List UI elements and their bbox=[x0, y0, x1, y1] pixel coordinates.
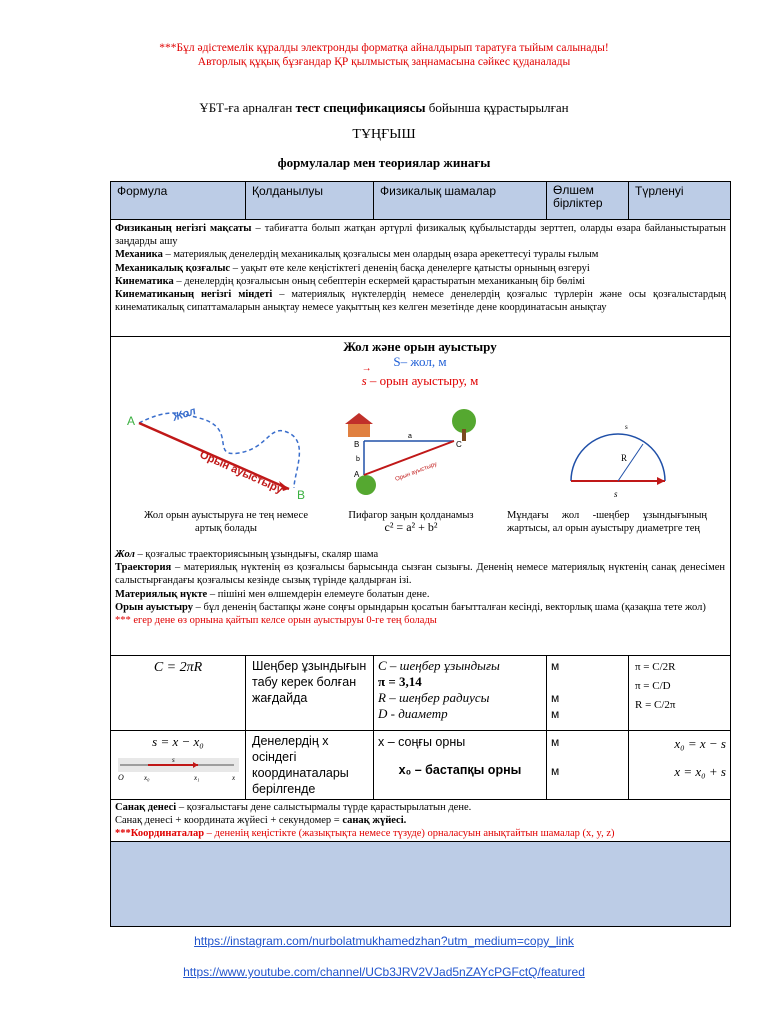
path-curve bbox=[139, 413, 299, 488]
fig3-path-label: s bbox=[625, 423, 628, 431]
path-section-title: Жол және орын ауыстыру bbox=[343, 339, 497, 354]
intro-def bbox=[115, 248, 726, 261]
youtube-link[interactable]: https://www.youtube.com/channel/UCb3JRV2VJad5nZAYcPGFctQ/featured bbox=[183, 965, 585, 979]
table-header-row bbox=[111, 182, 731, 220]
intro-term: Механикалық қозғалыс bbox=[115, 262, 231, 274]
intro-text: – материялық нүктелердің немесе денелердің қозғалыс түрлерін және осы қозғалыстардың кинематикалық сипаттамаларын анықтау немесе уақыттың кез келген мезетінде дене координатасын анықтау bbox=[115, 289, 726, 314]
definition-term: Орын ауыстыру bbox=[115, 601, 194, 613]
unit-circumference: м bbox=[551, 659, 560, 673]
semicircle-arc bbox=[571, 434, 665, 481]
footer-bold: санақ жүйесі. bbox=[342, 815, 407, 827]
quantity-circumference: C – шеңбер ұзындығы bbox=[378, 658, 500, 673]
axis-origin-label: O bbox=[117, 773, 124, 782]
fig2-hypotenuse-label: Орын ауыстыру bbox=[394, 461, 438, 483]
definition bbox=[115, 561, 725, 587]
axis-x-label: x bbox=[231, 774, 235, 782]
axis-s-label: s bbox=[171, 756, 175, 764]
intro-def bbox=[115, 262, 726, 275]
circle-formula: C = 2πR bbox=[153, 660, 203, 675]
fig1-point-a: A bbox=[127, 414, 136, 428]
path-definitions bbox=[111, 548, 729, 627]
transform-final-position: x = x₀ + s bbox=[674, 764, 726, 779]
reference-body-definition bbox=[115, 801, 726, 814]
intro-text: – материялық денелердің механикалық қозғалысы мен олардың өзара әрекеттесуі туралы ғылым bbox=[162, 249, 599, 261]
semicircle-figure bbox=[563, 403, 673, 503]
house-icon bbox=[348, 423, 370, 437]
doc-title: ТҰҢҒЫШ bbox=[352, 127, 416, 142]
fig2-side-b: b bbox=[356, 456, 360, 463]
doc-heading bbox=[0, 100, 768, 116]
fig1-point-b: B bbox=[297, 488, 306, 502]
footer-text: Санақ денесі + координата жүйесі + секундомер = bbox=[115, 815, 343, 827]
intro-term: Кинематика bbox=[115, 275, 174, 287]
coordinates-definition bbox=[115, 827, 726, 840]
heading-post: бойынша құрастырылған bbox=[425, 100, 569, 115]
intro-def bbox=[115, 222, 726, 248]
unit-final-position: м bbox=[551, 735, 560, 749]
unit-diameter: м bbox=[551, 707, 560, 721]
fig1-displacement-label: Орын ауыстыру bbox=[197, 448, 285, 497]
unit-initial-position: м bbox=[551, 764, 560, 778]
definition bbox=[115, 588, 725, 601]
footer-term: Санақ денесі bbox=[115, 802, 177, 813]
copyright-warning-law: Авторлық құқық бұзғандар ҚР қылмыстық заңнамасына сәйкес қуданалады bbox=[197, 56, 571, 68]
transform-pi-diameter: π = C/D bbox=[635, 680, 671, 692]
transform-initial-position: x₀ = x − s bbox=[674, 736, 726, 751]
copyright-warning: ***Бұл әдістемелік құралды электронды форматқа айналдырып таратуға тыйым салынады! bbox=[159, 42, 609, 54]
header-transforms: Түрленуі bbox=[629, 182, 731, 220]
definition-term: Материялық нүкте bbox=[115, 588, 208, 600]
house-roof-icon bbox=[345, 413, 373, 424]
path-section-row bbox=[111, 337, 731, 656]
empty-row bbox=[111, 842, 731, 927]
footer-text: – дененің кеңістікте (жазықтықта немесе түзуде) орналасуын анықтайтын шамалар (x, y, z) bbox=[204, 828, 615, 840]
intro-text: – денелердің қозғалысын оның себептерін ескермей қарастыратын механиканың бір бөлімі bbox=[173, 275, 586, 287]
intro-term: Физиканың негізгі мақсаты bbox=[115, 223, 252, 234]
footer-text: – қозғалыстағы дене салыстырмалы түрде қарастырылатын дене. bbox=[176, 802, 472, 813]
diameter-arrowhead bbox=[657, 477, 665, 485]
axis-x1-label: x₁ bbox=[193, 774, 200, 782]
path-vs-displacement-figure bbox=[119, 403, 319, 503]
path-definition: S– жол, м bbox=[393, 354, 447, 369]
fig1-caption: Жол орын ауыстыруға не тең немесе артық болады bbox=[143, 510, 309, 534]
quantity-final-position: x – соңғы орны bbox=[378, 735, 466, 749]
fig3-caption: Мұндағы жол -шеңбер ұзындығының жартысы, ал орын ауыстыру диаметрге тең bbox=[507, 510, 707, 534]
fig2-point-a: A bbox=[354, 470, 360, 479]
fig2-point-b: B bbox=[354, 440, 360, 449]
fig3-radius-label: R bbox=[621, 453, 628, 463]
hypotenuse bbox=[364, 441, 454, 475]
header-formula: Формула bbox=[111, 182, 246, 220]
definition-term: Траектория bbox=[115, 562, 172, 574]
reference-system-formula bbox=[115, 814, 726, 827]
doc-subtitle: формулалар мен теориялар жинағы bbox=[277, 155, 491, 170]
definition bbox=[115, 548, 725, 561]
coordinate-axis-figure bbox=[116, 754, 241, 782]
tree-trunk-icon bbox=[462, 429, 466, 441]
header-usage: Қолданылуы bbox=[246, 182, 374, 220]
intro-def bbox=[115, 275, 726, 288]
header-quantities: Физикалық шамалар bbox=[374, 182, 547, 220]
table-row-coordinate bbox=[111, 731, 731, 800]
intro-def bbox=[115, 288, 726, 314]
transform-radius: R = C/2π bbox=[635, 699, 676, 711]
heading-bold: тест спецификациясы bbox=[295, 100, 426, 115]
displacement-definition: → s – орын ауыстыру, м bbox=[361, 363, 479, 388]
intro-term: Кинематиканың негізгі міндеті bbox=[115, 289, 273, 301]
footer-term: ***Координаталар bbox=[115, 828, 205, 840]
quantity-diameter: D - диаметр bbox=[378, 706, 448, 721]
quantity-pi: π = 3,14 bbox=[378, 674, 422, 689]
displacement-formula: s = x − x₀ bbox=[152, 734, 204, 749]
definition-text: – пішіні мен өлшемдерін елемеуге болатын дене. bbox=[207, 588, 430, 600]
axis-x0-label: x₀ bbox=[143, 774, 150, 782]
displacement-symbol: → s bbox=[361, 363, 372, 388]
intro-text: – уақыт өте келе кеңістіктегі дененің басқа денелерге қатысты орнының өзгеруі bbox=[230, 262, 590, 274]
intro-row bbox=[111, 220, 731, 337]
fig3-displacement-label: s bbox=[614, 489, 618, 499]
fig2-caption: Пифагор заңын қолданамыз bbox=[348, 510, 474, 521]
coordinate-usage: Денелердің х осіндегі координаталары берілгенде bbox=[246, 731, 374, 800]
unit-radius: м bbox=[551, 691, 560, 705]
fig1-path-label: Жол bbox=[171, 405, 198, 424]
fig2-point-c: C bbox=[456, 440, 462, 449]
transform-pi-radius: π = C/2R bbox=[635, 661, 676, 673]
pythagoras-figure bbox=[336, 403, 486, 503]
definition bbox=[115, 601, 725, 614]
definition-text: – материялық нүктенің өз қозғалысы барысында сызған сызығы. Дененің немесе материялық нүктенің санақ денесімен салыстырғандағы қозғалысы кезінде сызық түрінде қалдырған ізі. bbox=[115, 562, 725, 587]
header-units: Өлшем бірліктер bbox=[547, 182, 629, 220]
definition-text: – бұл дененің бастапқы және соңғы орындарын қосатын бағытталған кесінді, векторлық шама (қазақша тете жол) bbox=[193, 601, 706, 613]
formula-table bbox=[110, 181, 731, 927]
circle-usage: Шеңбер ұзындығын табу керек болған жағдайда bbox=[246, 656, 374, 731]
pythagoras-formula: c² = a² + b² bbox=[384, 520, 438, 534]
definition-text: – қозғалыс траекториясының ұзындығы, скаляр шама bbox=[134, 549, 379, 560]
fig2-side-a: a bbox=[408, 433, 412, 440]
instagram-link[interactable]: https://instagram.com/nurbolatmukhamedzhan?utm_medium=copy_link bbox=[194, 934, 574, 948]
footer-row bbox=[111, 800, 731, 842]
definition-term: Жол bbox=[115, 549, 135, 560]
quantity-radius: R – шеңбер радиусы bbox=[378, 690, 490, 705]
quantity-initial-position: x₀ – бастапқы орны bbox=[398, 763, 522, 777]
path-section bbox=[111, 337, 730, 655]
intro-term: Механика bbox=[115, 249, 163, 261]
heading-pre: ҰБТ-ға арналған bbox=[199, 100, 296, 115]
table-row-circle bbox=[111, 656, 731, 731]
zero-displacement-note: *** егер дене өз орнына қайтып келсе орын ауыстыруы 0-ге тең болады bbox=[115, 615, 437, 627]
intro-text: – табиғатта болып жатқан әртүрлі физикалық құбылыстарды зерттеп, оларды өзара байланыстыратын заңдарды ашу bbox=[115, 223, 726, 248]
